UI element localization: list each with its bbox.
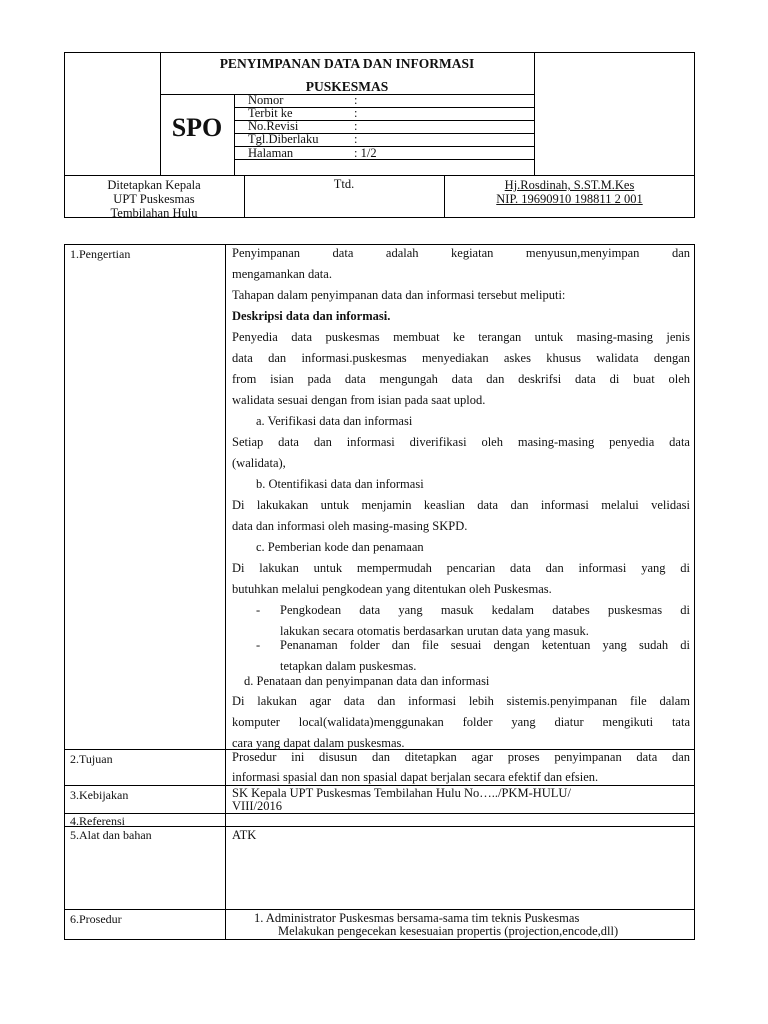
text-line: from isian pada data mengungah data dan deskrifsi data di buat oleh [232,372,690,386]
text-line: cara yang dapat dalam puskesmas. [232,736,405,750]
bullet-dash: - [256,603,261,617]
text-line: Penyimpanan data adalah kegiatan menyusun,menyimpan dan [232,246,690,260]
text-line: Di lakukan agar data dan informasi lebih sistemis.penyimpanan file dalam [232,694,690,708]
text-line: Penyedia data puskesmas membuat ke terangan untuk masing-masing jenis [232,330,690,344]
subheading: Deskripsi data dan informasi. [232,309,391,323]
document-title [160,52,534,98]
section-label-tujuan: 2.Tujuan [70,752,113,766]
field-terbit-value: : [354,106,358,120]
row-divider [64,909,695,910]
title-line-1: PENYIMPANAN DATA DAN INFORMASI [219,56,475,71]
text-line: komputer local(walidata)menggunakan folder yang diatur mengikuti tata [232,715,690,729]
signer-name: Hj.Rosdinah, S.ST.M.Kes [504,178,635,192]
signer-block [444,178,695,206]
text-line: Di lakukan untuk mempermudah pencarian data dan informasi yang di [232,561,690,575]
row-divider [64,826,695,827]
ditetapkan-block [64,178,244,220]
field-revisi-label: No.Revisi [248,119,299,133]
section-label-kebijakan: 3.Kebijakan [70,788,129,802]
header-divider [534,52,535,175]
section-label-alat: 5.Alat dan bahan [70,828,152,842]
section-label-pengertian: 1.Pengertian [70,247,131,261]
list-item-a: a. Verifikasi data dan informasi [256,414,413,428]
list-item-d: d. Penataan dan penyimpanan data dan informasi [244,674,490,688]
ditetapkan-line: UPT Puskesmas [113,192,195,206]
title-line-2: PUSKESMAS [305,79,389,94]
text-line: ATK [232,828,257,842]
field-halaman-value: : 1/2 [354,146,377,160]
field-nomor-value: : [354,93,358,107]
spo-label: SPO [171,113,223,142]
bullet-text: lakukan secara otomatis berdasarkan urutan data yang masuk. [280,624,589,638]
field-terbit-label: Terbit ke [248,106,293,120]
list-item-1: 1. Administrator Puskesmas bersama-sama tim teknis Puskesmas [254,911,580,925]
ttd-label: Ttd. [333,177,355,191]
field-revisi-value: : [354,119,358,133]
bullet-dash: - [256,638,261,652]
text-line: butuhkan melalui pengkodean yang ditentukan oleh Puskesmas. [232,582,552,596]
field-tgl-value: : [354,132,358,146]
ditetapkan-line: Ditetapkan Kepala [107,178,201,192]
ditetapkan-line: Tembilahan Hulu [110,206,198,220]
list-item-c: c. Pemberian kode dan penamaan [256,540,424,554]
text-line: informasi spasial dan non spasial dapat berjalan secara efektif dan efsien. [232,770,599,784]
bullet-text: tetapkan dalam puskesmas. [280,659,417,673]
text-line: Di lakukakan untuk menjamin keaslian data dan informasi melalui velidasi [232,498,690,512]
bullet-text: Penanaman folder dan file sesuai dengan ketentuan yang sudah di [280,638,690,652]
text-line: VIII/2016 [232,799,282,813]
text-line: Prosedur ini disusun dan ditetapkan agar proses penyimpanan data dan [232,750,690,764]
text-line: walidata sesuai dengan from isian pada saat uplod. [232,393,486,407]
bullet-text: Pengkodean data yang masuk kedalam databes puskesmas di [280,603,690,617]
text-line: Melakukan pengecekan kesesuaian propertis (projection,encode,dll) [278,924,619,938]
text-line: data dan informasi oleh masing-masing SKPD. [232,519,468,533]
text-line: (walidata), [232,456,286,470]
text-line: data dan informasi.puskesmas menyediakan askes khusus walidata dengan [232,351,690,365]
field-halaman-label: Halaman [248,146,294,160]
header-divider [64,175,695,176]
text-line: mengamankan data. [232,267,332,281]
text-line: SK Kepala UPT Puskesmas Tembilahan Hulu No…../PKM-HULU/ [232,786,571,800]
column-divider [225,244,226,940]
signer-nip: NIP. 19690910 198811 2 001 [496,192,643,206]
list-item-b: b. Otentifikasi data dan informasi [256,477,424,491]
text-line: Setiap data dan informasi diverifikasi oleh masing-masing penyedia data [232,435,690,449]
field-tgl-label: Tgl.Diberlaku [248,132,319,146]
section-label-referensi: 4.Referensi [70,814,125,828]
section-label-prosedur: 6.Prosedur [70,912,122,926]
text-line: Tahapan dalam penyimpanan data dan informasi tersebut meliputi: [232,288,566,302]
field-nomor-label: Nomor [248,93,284,107]
